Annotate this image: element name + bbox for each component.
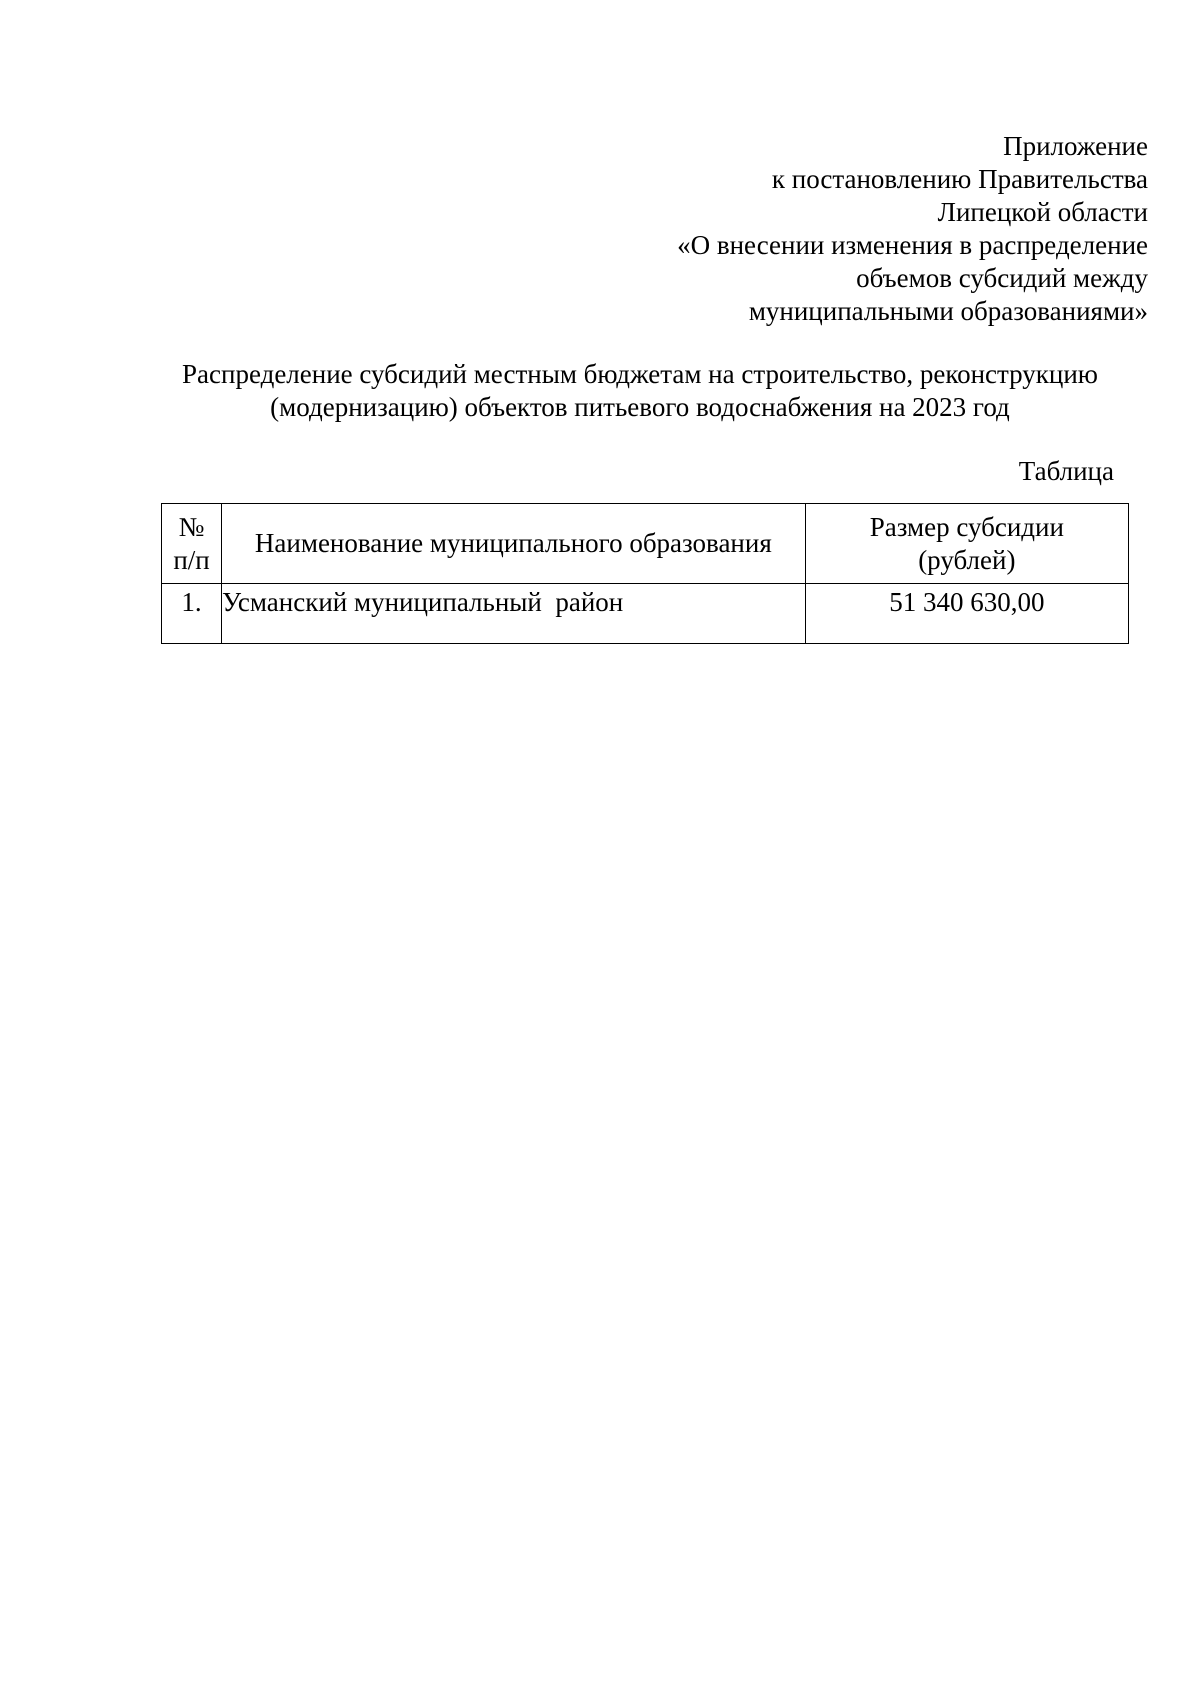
- row-subsidy-amount: 51 340 630,00: [805, 584, 1128, 644]
- title-line: Распределение субсидий местным бюджетам на строительство, реконструкцию: [182, 359, 1098, 389]
- header-name: Наименование муниципального образования: [222, 504, 806, 584]
- row-number: 1.: [162, 584, 222, 644]
- appendix-line: к постановлению Правительства: [771, 164, 1148, 194]
- appendix-line: Приложение: [1003, 131, 1148, 161]
- appendix-line: «О внесении изменения в распределение: [677, 230, 1148, 260]
- appendix-line: Липецкой области: [937, 197, 1148, 227]
- table-row: [162, 584, 1129, 644]
- table-label: Таблица: [1018, 456, 1114, 486]
- table-header-row: [162, 504, 1129, 584]
- document-title: [120, 358, 1160, 424]
- header-number: [162, 504, 222, 584]
- header-amount-line: Размер субсидии: [869, 511, 1064, 542]
- appendix-line: муниципальными образованиями»: [748, 296, 1148, 326]
- header-amount: [805, 504, 1128, 584]
- header-number-line: №: [178, 511, 205, 542]
- appendix-header: [677, 130, 1148, 328]
- subsidy-table: [161, 503, 1129, 644]
- row-municipality-name: Усманский муниципальный район: [222, 584, 806, 644]
- header-number-line: п/п: [173, 544, 210, 575]
- header-amount-line: (рублей): [918, 544, 1016, 575]
- appendix-line: объемов субсидий между: [856, 263, 1148, 293]
- title-line: (модернизацию) объектов питьевого водоснабжения на 2023 год: [270, 392, 1010, 422]
